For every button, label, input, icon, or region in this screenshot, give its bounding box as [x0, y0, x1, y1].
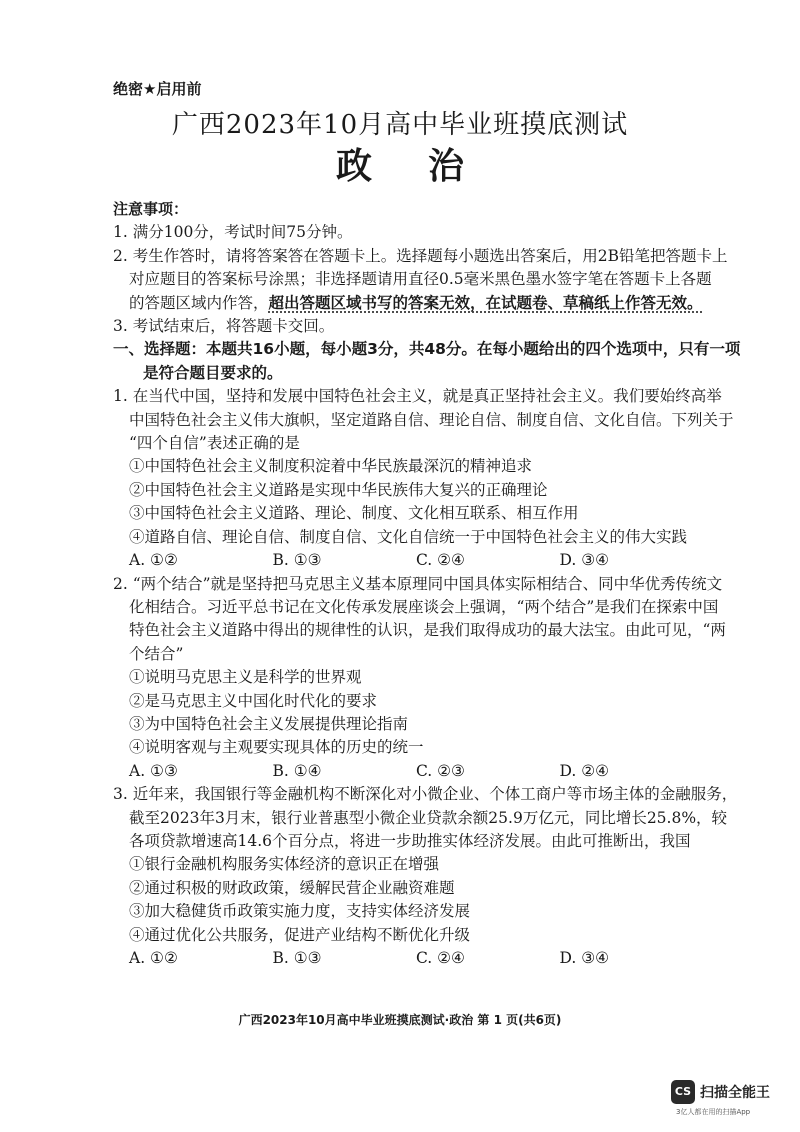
q2-choice-a: A. ①③ — [129, 761, 178, 780]
q2-choice-b: B. ①④ — [272, 761, 322, 780]
q1-choice-c: C. ②④ — [416, 551, 465, 570]
page-footer: 广西2023年10月高中毕业班摸底测试·政治 第 1 页(共6页) — [238, 1013, 562, 1027]
note-2-line-3-plain: 的答题区域内作答， — [129, 293, 269, 312]
note-2-line-2: 对应题目的答案标号涂黑；非选择题请用直径0.5毫米黑色墨水签字笔在答题卡上各题 — [129, 270, 712, 289]
note-3: 3. 考试结束后，将答题卡交回。 — [113, 317, 335, 336]
section-heading-line-1: 一、选择题：本题共16小题，每小题3分，共48分。在每小题给出的四个选项中，只有一项 — [113, 340, 741, 359]
q1-choice-b: B. ①③ — [272, 551, 322, 570]
exam-body — [113, 198, 741, 970]
q3-choice-a: A. ①② — [129, 949, 178, 967]
q3-statement-2: ②通过积极的财政政策，缓解民营企业融资难题 — [129, 878, 455, 897]
q2-stem-2: 化相结合。习近平总书记在文化传承发展座谈会上强调，“两个结合”是我们在探索中国 — [129, 597, 719, 616]
q3-choices — [113, 947, 703, 970]
q3-statement-3: ③加大稳健货币政策实施力度，支持实体经济发展 — [129, 902, 471, 921]
q2-statement-1: ①说明马克思主义是科学的世界观 — [129, 668, 362, 687]
q2-stem-1: 2. “两个结合”就是坚持把马克思主义基本原理同中国具体实际相结合、同中华优秀传统文 — [113, 574, 723, 593]
q2-stem-3: 特色社会主义道路中得出的规律性的认识，是我们取得成功的最大法宝。由此可见，“两 — [129, 621, 726, 640]
q2-stem-4: 个结合” — [129, 644, 184, 663]
q3-statement-4: ④通过优化公共服务，促进产业结构不断优化升级 — [129, 925, 471, 944]
q2-choices — [113, 760, 703, 783]
q1-stem-3: “四个自信”表述正确的是 — [129, 434, 300, 453]
q3-choice-c: C. ②④ — [416, 949, 465, 967]
q2-statement-2: ②是马克思主义中国化时代化的要求 — [129, 691, 378, 710]
q1-statement-3: ③中国特色社会主义道路、理论、制度、文化相互联系、相互作用 — [129, 504, 579, 523]
section-heading-line-2: 是符合题目要求的。 — [143, 363, 283, 382]
q1-stem-1: 1. 在当代中国，坚持和发展中国特色社会主义，就是真正坚持社会主义。我们要始终高举 — [113, 387, 722, 406]
q3-stem-1: 3. 近年来，我国银行等金融机构不断深化对小微企业、个体工商户等市场主体的金融服务， — [113, 785, 738, 804]
q1-choice-d: D. ③④ — [559, 551, 610, 570]
note-2-line-3 — [113, 292, 703, 315]
q1-statement-1: ①中国特色社会主义制度积淀着中华民族最深沉的精神追求 — [129, 457, 533, 476]
watermark-tagline: 3亿人都在用的扫描App — [676, 1108, 751, 1116]
note-2-emphasis: 超出答题区域书写的答案无效，在试题卷、草稿纸上作答无效。 — [268, 293, 703, 312]
scanner-watermark — [671, 1080, 791, 1120]
q1-statement-2: ②中国特色社会主义道路是实现中华民族伟大复兴的正确理论 — [129, 480, 548, 499]
q2-choice-c: C. ②③ — [416, 761, 465, 780]
q2-statement-4: ④说明客观与主观要实现具体的历史的统一 — [129, 738, 424, 757]
q2-statement-3: ③为中国特色社会主义发展提供理论指南 — [129, 714, 409, 733]
q1-choice-a: A. ①② — [129, 551, 178, 570]
q3-choice-b: B. ①③ — [272, 949, 322, 967]
watermark-app-name: 扫描全能王 — [700, 1085, 770, 1101]
notes-heading: 注意事项： — [113, 200, 189, 218]
note-1: 1. 满分100分，考试时间75分钟。 — [113, 223, 353, 242]
q2-choice-d: D. ②④ — [559, 761, 610, 780]
q1-stem-2: 中国特色社会主义伟大旗帜，坚定道路自信、理论自信、制度自信、文化自信。下列关于 — [129, 410, 734, 429]
subject-title: 政治 — [335, 145, 520, 187]
q3-statement-1: ①银行金融机构服务实体经济的意识正在增强 — [129, 855, 440, 874]
q3-stem-2: 截至2023年3月末，银行业普惠型小微企业贷款余额25.9万亿元，同比增长25.8%，较 — [129, 808, 728, 827]
exam-title: 广西2023年10月高中毕业班摸底测试 — [171, 110, 629, 140]
q3-stem-3: 各项贷款增速高14.6个百分点，将进一步助推实体经济发展。由此可推断出，我国 — [129, 831, 691, 850]
q1-choices — [113, 549, 703, 572]
camscanner-logo-icon: CS — [671, 1080, 695, 1104]
q1-statement-4: ④道路自信、理论自信、制度自信、文化自信统一于中国特色社会主义的伟大实践 — [129, 527, 688, 546]
q3-choice-d: D. ③④ — [559, 949, 610, 967]
note-2-line-1: 2. 考生作答时，请将答案答在答题卡上。选择题每小题选出答案后，用2B铅笔把答题卡上 — [113, 246, 728, 265]
secret-label: 绝密★启用前 — [113, 80, 202, 98]
